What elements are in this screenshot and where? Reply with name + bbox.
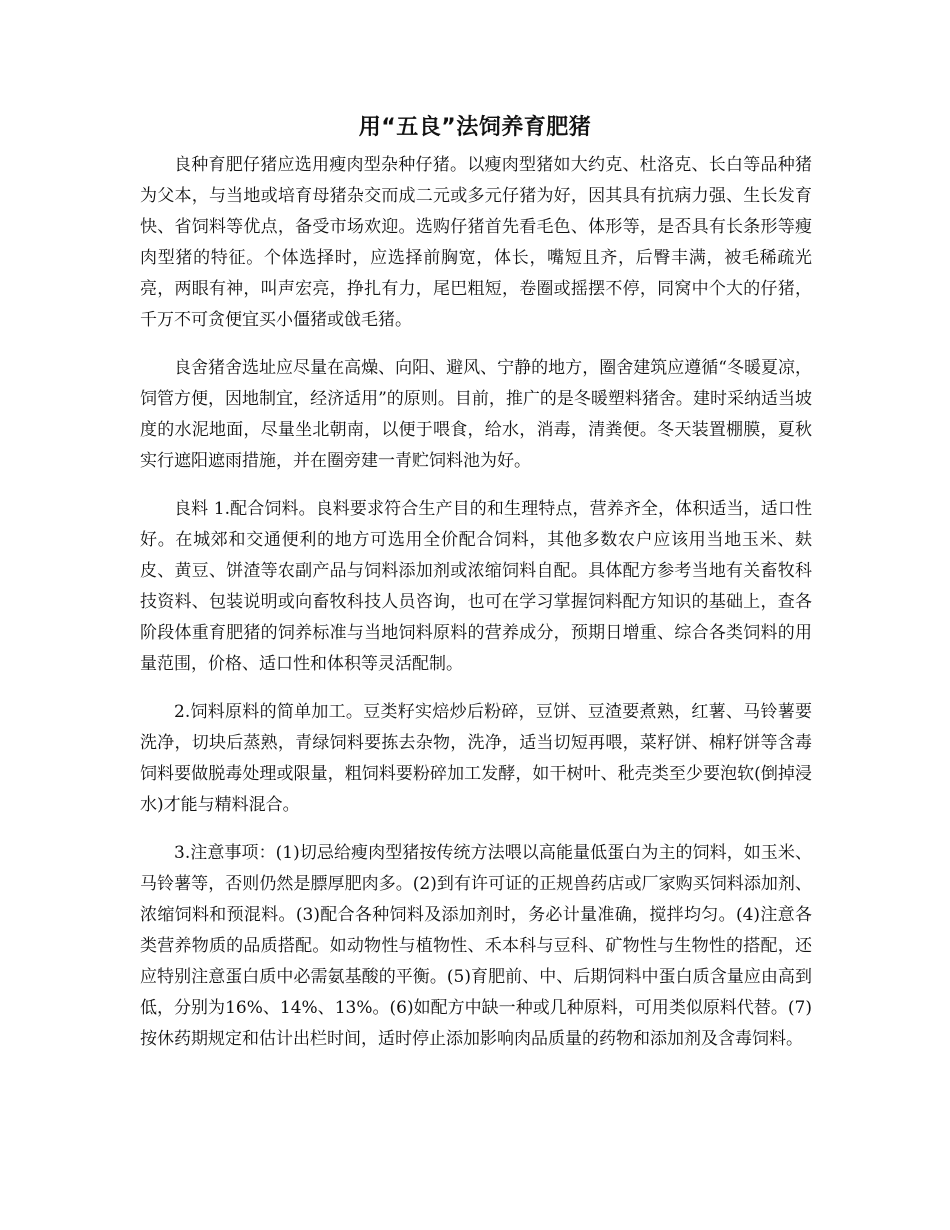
paragraph-breeds: 良种育肥仔猪应选用瘦肉型杂种仔猪。以瘦肉型猪如大约克、杜洛克、长白等品种猪为父本，与当地或培育母猪杂交而成二元或多元仔猪为好，因其具有抗病力强、生长发育快、省饲料等优点，备受市场欢迎。选购仔猪首先看毛色、体形等，是否具有长条形等瘦肉型猪的特征。个体选择时，应选择前胸宽，体长，嘴短且齐，后臀丰满，被毛稀疏光亮，两眼有神，叫声宏亮，挣扎有力，尾巴粗短，卷圈或摇摆不停，同窝中个大的仔猪，千万不可贪便宜买小僵猪或戗毛猪。	[140, 155, 812, 330]
document-body	[140, 150, 812, 1072]
document-title: 用“五良”法饲养育肥猪	[358, 115, 592, 140]
paragraph-housing: 良舍猪舍选址应尽量在高燥、向阳、避风、宁静的地方，圈舍建筑应遵循“冬暖夏凉，饲管方便，因地制宜，经济适用”的原则。目前，推广的是冬暖塑料猪舍。建时采纳适当坡度的水泥地面，尽量坐北朝南，以便于喂食，给水，消毒，清粪便。冬天装置棚膜，夏秋实行遮阳遮雨措施，并在圈旁建一青贮饲料池为好。	[140, 358, 812, 471]
paragraph-notes: 3.注意事项：(1)切忌给瘦肉型猪按传统方法喂以高能量低蛋白为主的饲料，如玉米、马铃薯等，否则仍然是膘厚肥肉多。(2)到有许可证的正规兽药店或厂家购买饲料添加剂、浓缩饲料和预混料。(3)配合各种饲料及添加剂时，务必计量准确，搅拌均匀。(4)注意各类营养物质的品质搭配。如动物性与植物性、禾本科与豆科、矿物性与生物性的搭配，还应特别注意蛋白质中必需氨基酸的平衡。(5)育肥前、中、后期饲料中蛋白质含量应由高到低，分别为16%、14%、13%。(6)如配方中缺一种或几种原料，可用类似原料代替。(7)按休药期规定和估计出栏时间，适时停止添加影响肉品质量的药物和添加剂及含毒饲料。	[140, 843, 812, 1049]
paragraph-feed: 良料 1.配合饲料。良料要求符合生产目的和生理特点，营养齐全，体积适当，适口性好。在城郊和交通便利的地方可选用全价配合饲料，其他多数农户应该用当地玉米、麸皮、黄豆、饼渣等农副产品与饲料添加剂或浓缩饲料自配。具体配方参考当地有关畜牧科技资料、包装说明或向畜牧科技人员咨询，也可在学习掌握饲料配方知识的基础上，查各阶段体重育肥猪的饲养标准与当地饲料原料的营养成分，预期日增重、综合各类饲料的用量范围，价格、适口性和体积等灵活配制。	[140, 499, 812, 674]
paragraph-processing: 2.饲料原料的简单加工。豆类籽实焙炒后粉碎，豆饼、豆渣要煮熟，红薯、马铃薯要洗净，切块后蒸熟，青绿饲料要拣去杂物，洗净，适当切短再喂，菜籽饼、棉籽饼等含毒饲料要做脱毒处理或限量，粗饲料要粉碎加工发酵，如干树叶、秕壳类至少要泡软(倒掉浸水)才能与精料混合。	[140, 702, 812, 815]
